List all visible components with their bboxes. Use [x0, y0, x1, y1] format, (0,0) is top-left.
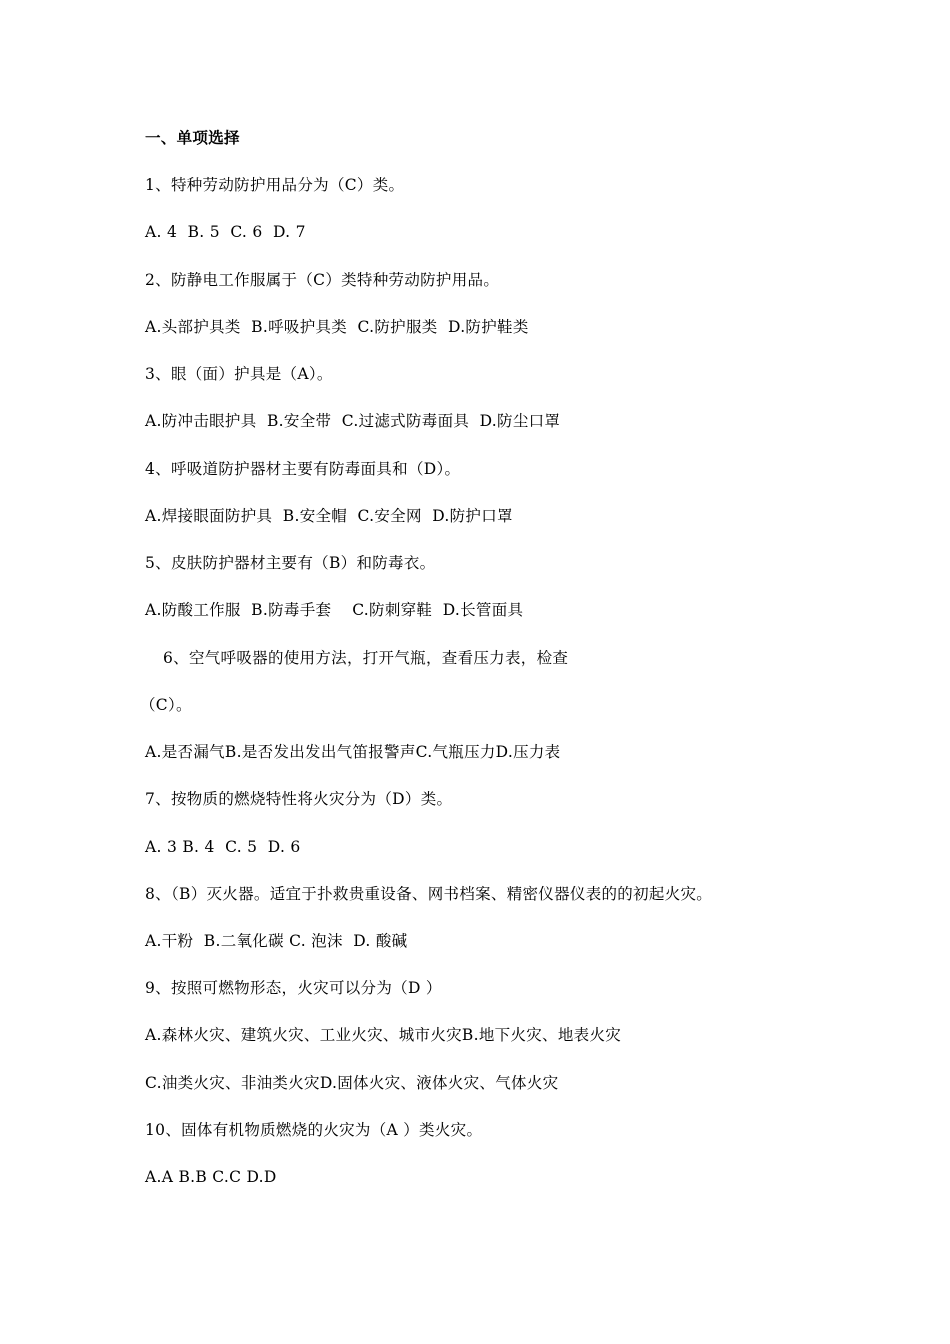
question-2-stem: 2、防静电工作服属于（C）类特种劳动防护用品。 — [145, 271, 500, 289]
section-heading: 一、单项选择 — [145, 128, 240, 147]
question-6-stem-continued: （C）。 — [140, 696, 192, 714]
question-7-stem: 7、按物质的燃烧特性将火灾分为（D）类。 — [145, 790, 453, 808]
question-4-stem: 4、呼吸道防护器材主要有防毒面具和（D）。 — [145, 460, 461, 478]
question-10-options: A.A B.B C.C D.D — [145, 1168, 277, 1186]
question-1-stem: 1、特种劳动防护用品分为（C）类。 — [145, 176, 405, 194]
question-2-options: A.头部护具类 B.呼吸护具类 C.防护服类 D.防护鞋类 — [145, 318, 529, 336]
question-5-stem: 5、皮肤防护器材主要有（B）和防毒衣。 — [145, 554, 436, 572]
question-9-options-continued: C.油类火灾、非油类火灾D.固体火灾、液体火灾、气体火灾 — [145, 1074, 559, 1092]
question-1-options: A. 4 B. 5 C. 6 D. 7 — [145, 223, 306, 241]
question-3-options: A.防冲击眼护具 B.安全带 C.过滤式防毒面具 D.防尘口罩 — [145, 412, 561, 430]
question-10-stem: 10、固体有机物质燃烧的火灾为（A ）类火灾。 — [145, 1121, 483, 1139]
question-6-options: A.是否漏气B.是否发出发出气笛报警声C.气瓶压力D.压力表 — [145, 743, 561, 761]
question-8-stem: 8、（B）灭火器。适宜于扑救贵重设备、网书档案、精密仪器仪表的的初起火灾。 — [145, 885, 713, 903]
question-5-options: A.防酸工作服 B.防毒手套 C.防刺穿鞋 D.长管面具 — [145, 601, 524, 619]
question-8-options: A.干粉 B.二氧化碳 C. 泡沫 D. 酸碱 — [145, 932, 408, 950]
question-4-options: A.焊接眼面防护具 B.安全帽 C.安全网 D.防护口罩 — [145, 507, 513, 525]
question-6-stem: 6、空气呼吸器的使用方法，打开气瓶，查看压力表，检查 — [163, 649, 569, 667]
question-3-stem: 3、眼（面）护具是（A）。 — [145, 365, 333, 383]
question-9-stem: 9、按照可燃物形态，火灾可以分为（D ） — [145, 979, 442, 997]
question-7-options: A. 3 B. 4 C. 5 D. 6 — [145, 838, 301, 856]
question-9-options: A.森林火灾、建筑火灾、工业火灾、城市火灾B.地下火灾、地表火灾 — [145, 1026, 622, 1044]
